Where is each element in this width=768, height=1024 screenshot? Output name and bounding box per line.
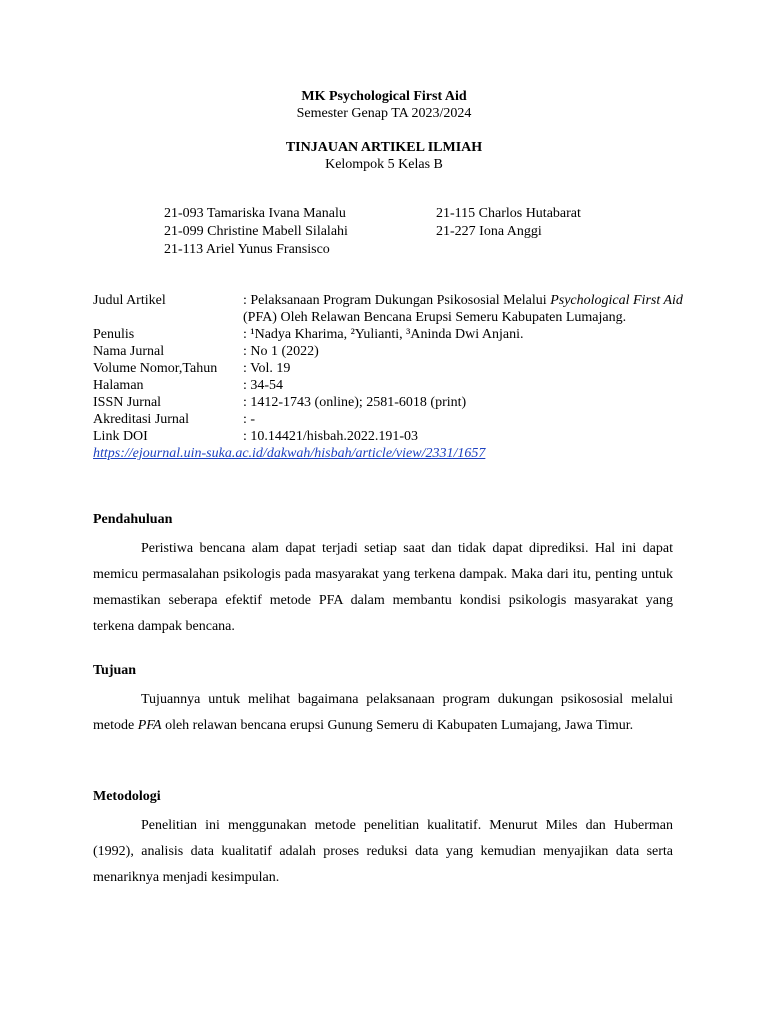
section-paragraph: Peristiwa bencana alam dapat terjadi setiap saat dan tidak dapat diprediksi. Hal ini dapat memicu permasalahan psikologis pada masyarakat yang terkena dampak. Maka dari itu, penting untuk memastikan seberapa efektif metode PFA dalam membantu kondisi psikologis masyarakat yang terkena dampak bencana. [93,541,673,634]
halaman-value: : 34-54 [243,378,284,393]
jurnal-value: : No 1 (2022) [243,344,319,359]
penulis-value: : ¹Nadya Kharima, ²Yulianti, ³Aninda Dwi Anjani. [243,327,524,342]
document-title: TINJAUAN ARTIKEL ILMIAH [285,140,483,155]
doi-label: Link DOI [93,429,148,444]
issn-value: : 1412-1743 (online); 2581-6018 (print) [243,395,467,410]
section-heading: Metodologi [93,789,161,804]
article-info [93,292,683,462]
course-title: MK Psychological First Aid [301,89,467,104]
section-tujuan [93,662,673,739]
judul-value: : Pelaksanaan Program Dukungan Psikososial Melalui Psychological First Aid (PFA) Oleh Relawan Bencana Erupsi Semeru Kabupaten Lumajang. [243,293,683,325]
jurnal-label: Nama Jurnal [93,344,165,359]
volume-label: Volume Nomor,Tahun [93,361,218,376]
article-url-link[interactable]: https://ejournal.uin-suka.ac.id/dakwah/hisbah/article/view/2331/1657 [93,446,486,461]
section-metodologi [93,788,673,891]
member-item: 21-099 Christine Mabell Silalahi [164,224,348,239]
section-paragraph: Penelitian ini menggunakan metode penelitian kualitatif. Menurut Miles dan Huberman (1992), analisis data kualitatif adalah proses reduksi data yang kemudian menyajikan data serta menariknya menjadi kesimpulan. [93,818,673,885]
halaman-label: Halaman [93,378,144,393]
section-heading: Pendahuluan [93,512,173,527]
section-heading: Tujuan [93,663,137,678]
header-block [0,88,768,122]
section-pendahuluan [93,511,673,640]
doi-value: : 10.14421/hisbah.2022.191-03 [243,429,418,444]
volume-value: : Vol. 19 [243,361,291,376]
title-block [0,139,768,173]
group-line: Kelompok 5 Kelas B [325,157,443,172]
judul-label: Judul Artikel [93,293,166,308]
member-item: 21-093 Tamariska Ivana Manalu [164,206,346,221]
member-item: 21-115 Charlos Hutabarat [436,206,581,221]
section-paragraph: Tujuannya untuk melihat bagaimana pelaksanaan program dukungan psikososial melalui metode PFA oleh relawan bencana erupsi Gunung Semeru di Kabupaten Lumajang, Jawa Timur. [93,692,673,733]
akreditasi-value: : - [243,412,256,427]
semester-line: Semester Genap TA 2023/2024 [296,106,472,121]
member-list [164,205,684,259]
akreditasi-label: Akreditasi Jurnal [93,412,190,427]
issn-label: ISSN Jurnal [93,395,162,410]
member-item: 21-227 Iona Anggi [436,224,542,239]
penulis-label: Penulis [93,327,135,342]
member-item: 21-113 Ariel Yunus Fransisco [164,242,330,257]
